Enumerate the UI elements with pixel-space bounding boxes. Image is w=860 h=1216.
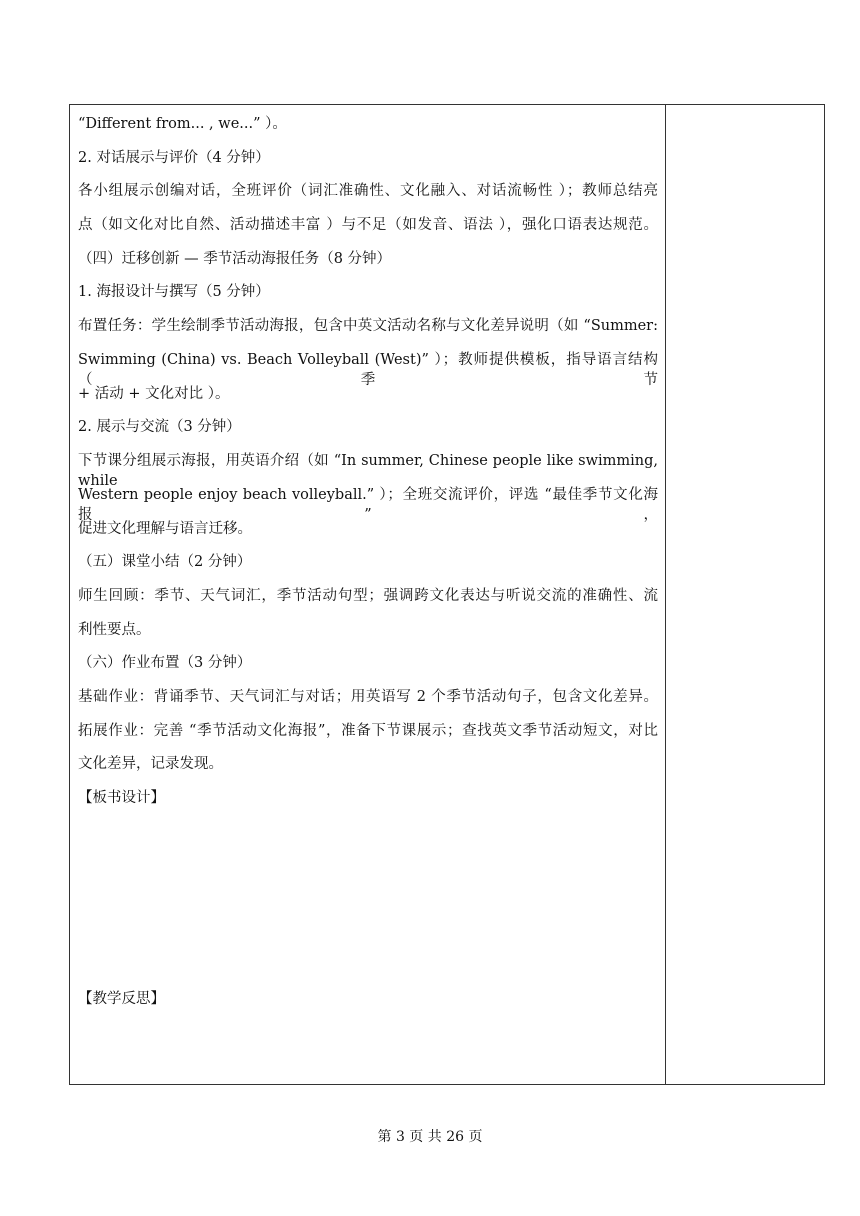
text-line: 拓展作业：完善 “季节活动文化海报”，准备下节课展示；查找英文季节活动短文，对比 <box>78 723 658 739</box>
text-line: 布置任务：学生绘制季节活动海报，包含中英文活动名称与文化差异说明（如 “Summer: <box>78 318 658 334</box>
table-column-divider <box>665 104 666 1085</box>
text-line: 各小组展示创编对话，全班评价（词汇准确性、文化融入、对话流畅性 ）；教师总结亮 <box>78 183 658 199</box>
page-footer: 第 3 页 共 26 页 <box>377 1129 483 1145</box>
text-line: 利性要点。 <box>78 622 151 638</box>
section-heading: 2. 对话展示与评价（4 分钟） <box>78 150 270 166</box>
text-line: 下节课分组展示海报，用英语介绍（如 “In summer, Chinese people like swimming, while <box>78 453 658 489</box>
text-line: 促进文化理解与语言迁移。 <box>78 521 252 537</box>
section-heading: （六）作业布置（3 分钟） <box>78 655 252 671</box>
text-line: 点（如文化对比自然、活动描述丰富 ）与不足（如发音、语法 ），强化口语表达规范。 <box>78 217 658 233</box>
text-line: Swimming (China) vs. Beach Volleyball (West)” ）；教师提供模板，指导语言结构（季节 <box>78 352 658 388</box>
section-heading: （五）课堂小结（2 分钟） <box>78 554 252 570</box>
text-line: + 活动 + 文化对比 ）。 <box>78 386 230 402</box>
section-heading: 1. 海报设计与撰写（5 分钟） <box>78 284 270 300</box>
board-design-heading: 【板书设计】 <box>78 790 165 806</box>
text-line: 基础作业：背诵季节、天气词汇与对话；用英语写 2 个季节活动句子，包含文化差异。 <box>78 689 658 705</box>
text-line: 文化差异，记录发现。 <box>78 756 223 772</box>
text-line: “Different from... , we...” ）。 <box>78 116 287 132</box>
section-heading: 2. 展示与交流（3 分钟） <box>78 419 241 435</box>
teaching-reflection-heading: 【教学反思】 <box>78 991 165 1007</box>
text-line: 师生回顾：季节、天气词汇，季节活动句型；强调跨文化表达与听说交流的准确性、流 <box>78 588 658 604</box>
text-line: Western people enjoy beach volleyball.” ）；全班交流评价，评选 “最佳季节文化海报”， <box>78 487 658 523</box>
section-heading: （四）迁移创新 — 季节活动海报任务（8 分钟） <box>78 251 392 267</box>
